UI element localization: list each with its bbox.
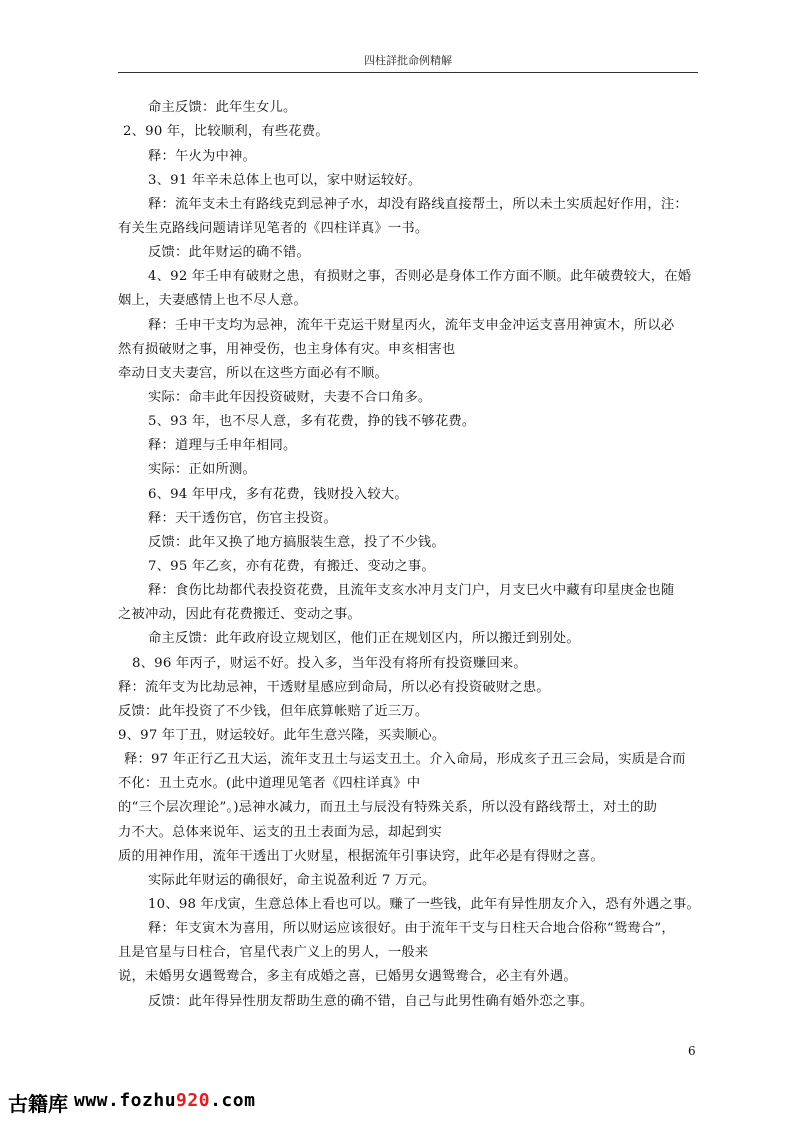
running-header: 四柱詳批命例精解 [364, 54, 452, 67]
text-line: 释：壬申干支均为忌神，流年干克运干财星丙火，流年支申金冲运支喜用神寅木，所以必 [148, 318, 675, 333]
text-line: 释：午火为中神。 [148, 149, 256, 164]
text-line: 力不大。总体来说年、运支的丑土表面为忌，却起到实 [118, 825, 442, 840]
site-name: 古籍库 [8, 1092, 68, 1116]
site-url[interactable] [74, 1090, 255, 1111]
text-line: 质的用神作用，流年干透出丁火财星，根据流年引事诀窍，此年必是有得财之喜。 [118, 849, 604, 864]
text-line: 释：97 年正行乙丑大运，流年支丑土与运支丑土。介入命局，形成亥子丑三会局，实质是合而 [124, 752, 686, 767]
text-line: 10、98 年戊寅，生意总体上看也可以。赚了一些钱，此年有异性朋友介入，恐有外遇之事。 [148, 897, 700, 912]
text-line: 不化：丑土克水。(此中道理见笔者《四柱详真》中 [118, 776, 421, 791]
url-prefix: www.fozhu [74, 1090, 177, 1111]
text-line: 实际：正如所测。 [148, 462, 256, 477]
page-number: 6 [688, 1044, 696, 1058]
text-line: 6、94 年甲戌，多有花费，钱财投入较大。 [148, 487, 408, 502]
url-suffix: .com [210, 1090, 256, 1111]
text-line: 实际：命丰此年因投资破财，夫妻不合口角多。 [148, 390, 432, 405]
text-line: 5、93 年，也不尽人意，多有花费，挣的钱不够花费。 [148, 414, 476, 429]
text-line: 释：流年支为比劫忌神，干透财星感应到命局，所以必有投资破财之患。 [118, 680, 550, 695]
text-line: 之被冲动，因此有花费搬迁、变动之事。 [118, 607, 361, 622]
text-line: 反馈：此年得异性朋友帮助生意的确不错，自己与此男性确有婚外恋之事。 [148, 994, 594, 1009]
url-accent: 920 [176, 1090, 211, 1111]
text-line: 释：食伤比劫都代表投资花费，且流年支亥水冲月支门户，月支巳火中藏有印星庚金也随 [148, 583, 675, 598]
text-line: 说，未婚男女遇鸳鸯合，多主有成婚之喜，已婚男女遇鸳鸯合，必主有外遇。 [118, 969, 577, 984]
text-line: 反馈：此年财运的确不错。 [148, 245, 310, 260]
text-line: 7、95 年乙亥，亦有花费，有搬迁、变动之事。 [148, 559, 435, 574]
text-line: 命主反馈：此年政府设立规划区，他们正在规划区内，所以搬迁到别处。 [148, 631, 580, 646]
text-line: 的“三个层次理论”。)忌神水减力，而丑土与辰没有特殊关系，所以没有路线帮土，对土的助 [118, 800, 658, 815]
text-line: 实际此年财运的确很好，命主说盈利近 7 万元。 [148, 873, 436, 888]
text-line: 释：道理与壬申年相同。 [148, 438, 297, 453]
text-line: 姻上，夫妻感情上也不尽人意。 [118, 293, 307, 308]
header-rule [118, 72, 698, 73]
text-line: 释：天干透伤官，伤官主投资。 [148, 511, 337, 526]
text-line: 2、90 年，比较顺利，有些花费。 [123, 124, 329, 139]
text-line: 8、96 年丙子，财运不好。投入多，当年没有将所有投资赚回来。 [132, 656, 527, 671]
text-line: 命主反馈：此年生女儿。 [148, 100, 297, 115]
text-line: 牵动日支夫妻宫，所以在这些方面必有不顺。 [118, 366, 388, 381]
text-line: 反馈：此年投资了不少钱，但年底算帐赔了近三万。 [118, 704, 429, 719]
site-watermark[interactable] [0, 1084, 260, 1116]
text-line: 4、92 年壬申有破财之患，有损财之事，否则必是身体工作方面不顺。此年破费较大，在婚 [148, 269, 692, 284]
text-line: 反馈：此年又换了地方搞服装生意，投了不少钱。 [148, 535, 445, 550]
text-line: 9、97 年丁丑，财运较好。此年生意兴隆，买卖顺心。 [118, 728, 446, 743]
text-line: 然有损破财之事，用神受伤，也主身体有灾。申亥相害也 [118, 342, 456, 357]
text-line: 释：流年支未土有路线克到忌神子水，却没有路线直接帮土，所以未土实质起好作用，注： [148, 197, 688, 212]
text-line: 3、91 年辛未总体上也可以，家中财运较好。 [148, 173, 422, 188]
text-line: 且是官星与日柱合，官星代表广义上的男人，一般来 [118, 945, 429, 960]
text-line: 释：年支寅木为喜用，所以财运应该很好。由于流年干支与日柱天合地合俗称“鸳鸯合”， [148, 921, 675, 936]
text-line: 有关生克路线问题请详见笔者的《四柱详真》一书。 [118, 221, 429, 236]
